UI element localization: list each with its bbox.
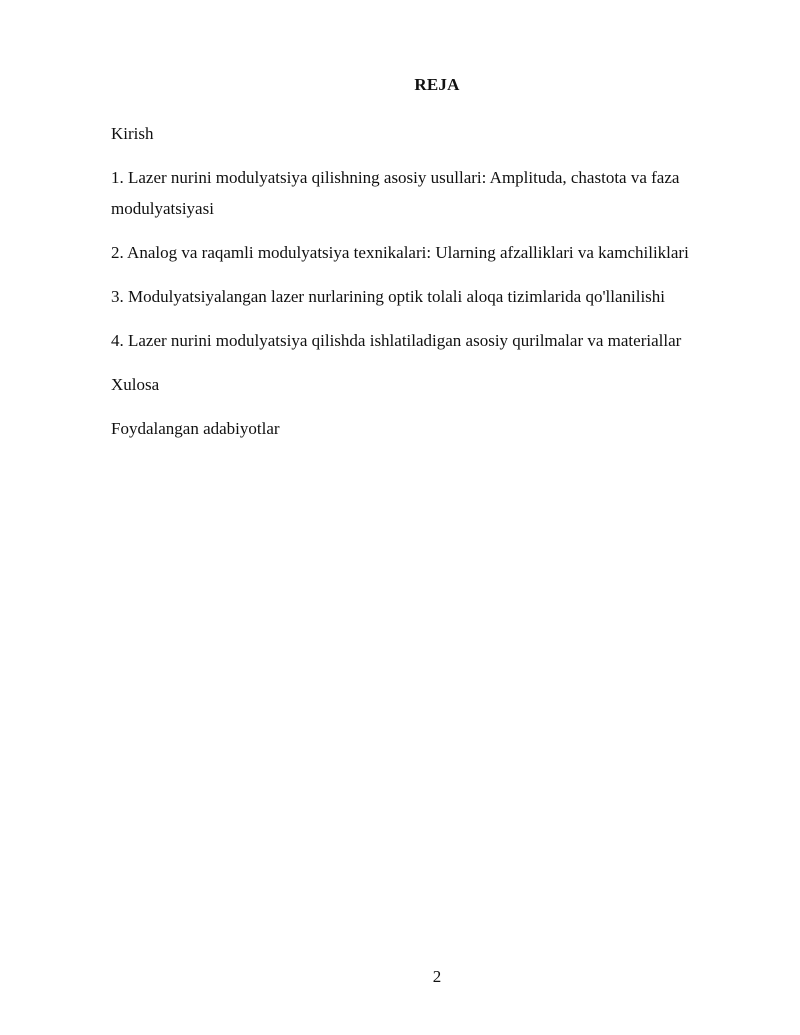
toc-item-3: 3. Modulyatsiyalangan lazer nurlarining optik tolali aloqa tizimlarida qo'llanilishi — [111, 287, 666, 306]
toc-item-references: Foydalangan adabiyotlar — [111, 419, 280, 438]
toc-item-1: 1. Lazer nurini modulyatsiya qilishning asosiy usullari: Amplituda, chastota va faza modulyatsiyasi — [111, 168, 680, 218]
table-of-contents — [111, 118, 741, 457]
page-number: 2 — [432, 967, 442, 986]
toc-item-2: 2. Analog va raqamli modulyatsiya texnikalari: Ularning afzalliklari va kamchiliklari — [111, 243, 689, 262]
toc-item-introduction: Kirish — [111, 124, 154, 143]
toc-item-4: 4. Lazer nurini modulyatsiya qilishda ishlatiladigan asosiy qurilmalar va materiallar — [111, 331, 682, 350]
page-title: REJA — [414, 75, 460, 94]
toc-item-conclusion: Xulosa — [111, 375, 160, 394]
